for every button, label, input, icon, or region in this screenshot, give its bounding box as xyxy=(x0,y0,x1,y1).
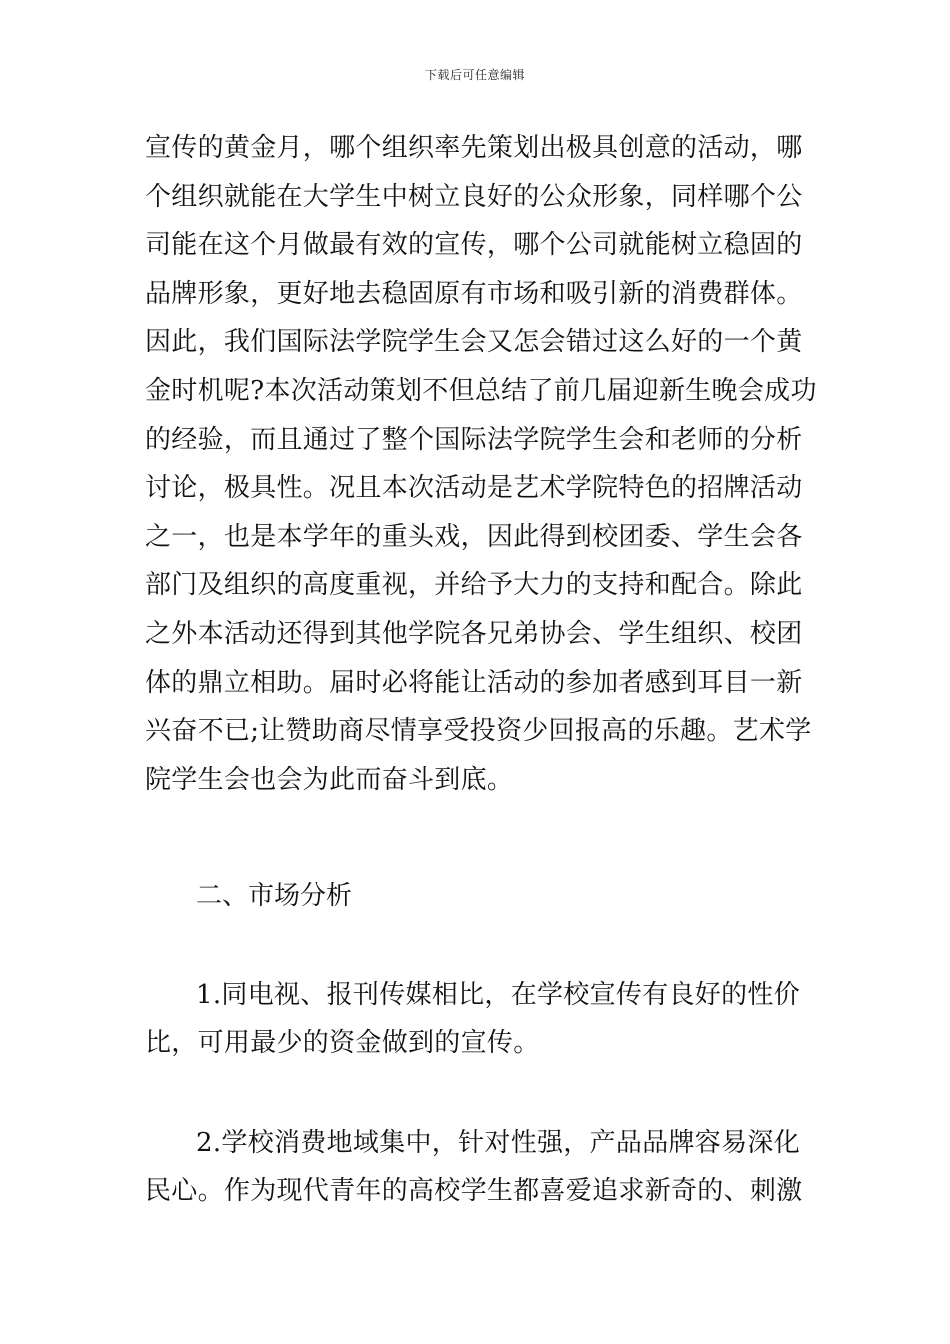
paragraph-line: 的经验，而且通过了整个国际法学院学生会和老师的分析 xyxy=(145,424,803,455)
list-item xyxy=(145,1119,807,1215)
paragraph-line: 品牌形象，更好地去稳固原有市场和吸引新的消费群体。 xyxy=(145,278,803,309)
item-line: 1.同电视、报刊传媒相比，在学校宣传有良好的性价 xyxy=(196,980,801,1010)
paragraph-line: 因此，我们国际法学院学生会又怎会错过这么好的一个黄 xyxy=(145,327,803,358)
item-line: 2.学校消费地域集中，针对性强，产品品牌容易深化 xyxy=(196,1128,801,1158)
item-line: 民心。作为现代青年的高校学生都喜爱追求新奇的、刺激 xyxy=(145,1176,803,1206)
section-heading: 二、市场分析 xyxy=(196,881,353,911)
list-item xyxy=(145,971,807,1067)
paragraph-line: 之一，也是本学年的重头戏，因此得到校团委、学生会各 xyxy=(145,521,803,552)
body-paragraph xyxy=(145,124,817,804)
item-line: 比，可用最少的资金做到的宣传。 xyxy=(145,1028,540,1058)
page-header: 下载后可任意编辑 xyxy=(424,68,525,82)
paragraph-line: 讨论，极具性。况且本次活动是艺术学院特色的招牌活动 xyxy=(145,473,803,504)
paragraph-line: 兴奋不已;让赞助商尽情享受投资少回报高的乐趣。艺术学 xyxy=(145,716,812,747)
paragraph-line: 金时机呢?本次活动策划不但总结了前几届迎新生晚会成功 xyxy=(145,375,817,406)
paragraph-line: 部门及组织的高度重视，并给予大力的支持和配合。除此 xyxy=(145,570,803,601)
paragraph-line: 宣传的黄金月，哪个组织率先策划出极具创意的活动，哪 xyxy=(145,133,803,163)
paragraph-line: 个组织就能在大学生中树立良好的公众形象，同样哪个公 xyxy=(145,181,803,212)
paragraph-line: 院学生会也会为此而奋斗到底。 xyxy=(145,764,514,795)
paragraph-line: 司能在这个月做最有效的宣传，哪个公司就能树立稳固的 xyxy=(145,230,803,261)
paragraph-line: 体的鼎立相助。届时必将能让活动的参加者感到耳目一新 xyxy=(145,667,803,698)
paragraph-line: 之外本活动还得到其他学院各兄弟协会、学生组织、校团 xyxy=(145,618,803,649)
